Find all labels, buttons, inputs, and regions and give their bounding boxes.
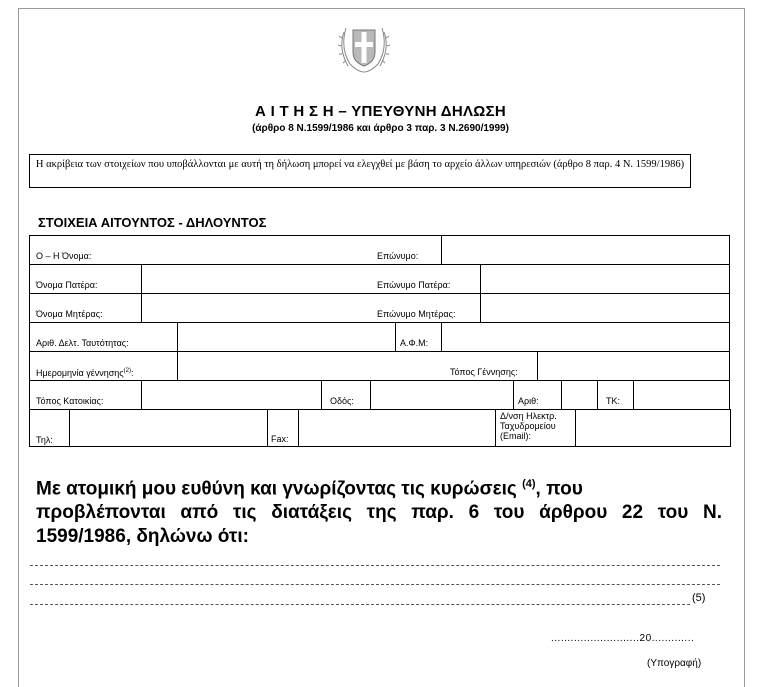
postal-code-field[interactable] bbox=[634, 381, 729, 409]
surname-label: Επώνυμο: bbox=[377, 251, 419, 261]
declaration-word: προβλέπονται bbox=[36, 502, 166, 524]
declaration-word: του bbox=[657, 502, 689, 524]
father-surname-field[interactable] bbox=[481, 265, 729, 293]
signature-label: (Υπογραφή) bbox=[647, 658, 702, 669]
afm-label: Α.Φ.Μ: bbox=[400, 338, 429, 348]
declaration-line-1[interactable] bbox=[30, 565, 720, 566]
residence-label: Τόπος Κατοικίας: bbox=[36, 396, 104, 406]
father-name-label: Όνομα Πατέρα: bbox=[36, 280, 98, 290]
id-number-field[interactable] bbox=[178, 323, 395, 351]
mother-name-label: Όνομα Μητέρας: bbox=[36, 309, 103, 319]
residence-field[interactable] bbox=[142, 381, 321, 409]
street-field[interactable] bbox=[371, 381, 513, 409]
declaration-word: τις bbox=[232, 502, 257, 524]
declaration-text: Με ατομική μου ευθύνη και γνωρίζοντας τις κυρώσεις $^{(4)}$, που προβλέπονται από τις διατάξεις της παρ. 6 του άρθρου 22 του Ν. 1599/1986, δηλώνω ότι: bbox=[36, 478, 722, 548]
declaration-word: παρ. bbox=[411, 502, 454, 524]
declaration-word: Ν. bbox=[703, 502, 722, 524]
street-label: Οδός: bbox=[330, 396, 354, 406]
coat-of-arms-icon bbox=[336, 18, 392, 76]
mother-surname-field[interactable] bbox=[481, 294, 729, 322]
document-subtitle: (άρθρο 8 Ν.1599/1986 και άρθρο 3 παρ. 3 Ν.2690/1999) bbox=[252, 123, 509, 134]
document-title: Α Ι Τ Η Σ Η – ΥΠΕΥΘΥΝΗ ΔΗΛΩΣΗ bbox=[254, 103, 507, 120]
surname-field[interactable] bbox=[442, 236, 729, 264]
declaration-word: διατάξεις bbox=[271, 502, 352, 524]
number-label: Αριθ: bbox=[518, 396, 539, 406]
father-name-field[interactable] bbox=[142, 265, 392, 293]
declaration-line-2[interactable] bbox=[30, 584, 720, 585]
verification-notice: Η ακρίβεια των στοιχείων που υποβάλλονται με αυτή τη δήλωση μπορεί να ελεγχθεί με βάση το αρχείο άλλων υπηρεσιών (άρθρο 8 παρ. 4 Ν. 1599/1986) bbox=[29, 154, 691, 188]
birth-date-label: Ημερομηνία γέννησης$^{(2)}$: bbox=[36, 368, 134, 378]
phone-field[interactable] bbox=[70, 410, 267, 446]
declaration-word: 6 bbox=[468, 502, 480, 524]
declaration-word: του bbox=[493, 502, 525, 524]
postal-code-label: ΤΚ: bbox=[606, 396, 621, 406]
mother-name-field[interactable] bbox=[142, 294, 392, 322]
phone-label: Τηλ: bbox=[36, 435, 53, 445]
declaration-line-3[interactable] bbox=[30, 604, 690, 605]
declaration-word: 22 bbox=[621, 502, 644, 524]
father-surname-label: Επώνυμο Πατέρα: bbox=[377, 280, 451, 290]
date-line[interactable]: ...........................20............. bbox=[551, 633, 695, 644]
declaration-word: από bbox=[180, 502, 219, 524]
fax-field[interactable] bbox=[299, 410, 495, 446]
afm-field[interactable] bbox=[442, 323, 729, 351]
first-name-label: Ο – Η Όνομα: bbox=[36, 251, 92, 261]
applicant-details-form bbox=[29, 235, 730, 447]
birth-place-field[interactable] bbox=[538, 352, 729, 380]
fax-label: Fax: bbox=[271, 434, 289, 444]
number-field[interactable] bbox=[562, 381, 597, 409]
declaration-word: άρθρου bbox=[539, 502, 608, 524]
email-field[interactable] bbox=[576, 410, 730, 446]
footnote-5: (5) bbox=[692, 592, 706, 604]
section-title: ΣΤΟΙΧΕΙΑ ΑΙΤΟΥΝΤΟΣ - ΔΗΛΟΥΝΤΟΣ bbox=[38, 215, 267, 230]
email-label: Δ/νση Ηλεκτρ. Ταχυδρομείου (Email): bbox=[500, 411, 557, 441]
id-number-label: Αριθ. Δελτ. Ταυτότητας: bbox=[36, 338, 129, 348]
birth-date-field[interactable] bbox=[178, 352, 408, 380]
birth-place-label: Τόπος Γέννησης: bbox=[450, 367, 518, 377]
mother-surname-label: Επώνυμο Μητέρας: bbox=[377, 309, 456, 319]
declaration-word: της bbox=[366, 502, 397, 524]
